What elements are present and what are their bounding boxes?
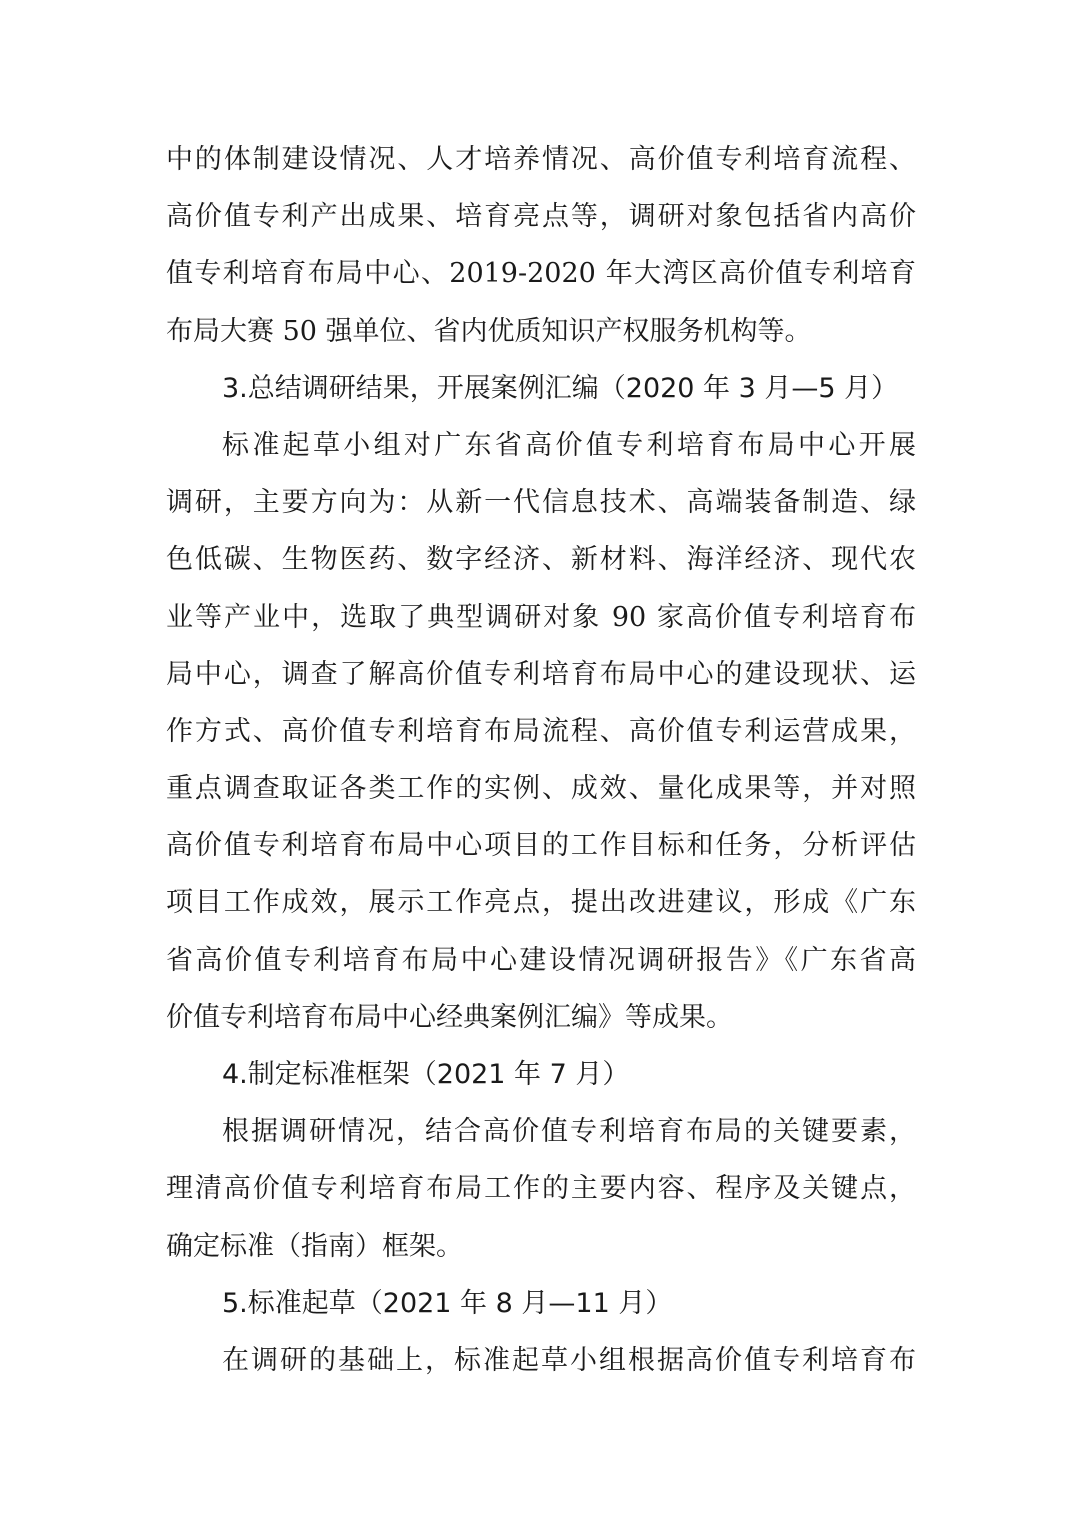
paragraph-line: 确定标准（指南）框架。	[166, 1230, 463, 1262]
paragraph-line: 调研，主要方向为：从新一代信息技术、高端装备制造、绿	[166, 487, 916, 519]
paragraph-line: 高价值专利产出成果、培育亮点等，调研对象包括省内高价	[166, 201, 916, 233]
paragraph-line: 作方式、高价值专利培育布局流程、高价值专利运营成果，	[166, 715, 916, 747]
paragraph-line: 布局大赛 50 强单位、省内优质知识产权服务机构等。	[166, 315, 812, 347]
paragraph-line: 理清高价值专利培育布局工作的主要内容、程序及关键点，	[166, 1173, 916, 1205]
section-heading: 3.总结调研结果，开展案例汇编（2020 年 3 月—5 月）	[222, 372, 899, 404]
paragraph-line: 中的体制建设情况、人才培养情况、高价值专利培育流程、	[166, 144, 916, 175]
paragraph-line: 局中心，调查了解高价值专利培育布局中心的建设现状、运	[166, 658, 916, 690]
paragraph-line: 省高价值专利培育布局中心建设情况调研报告》《广东省高	[166, 944, 916, 976]
paragraph-line: 价值专利培育布局中心经典案例汇编》等成果。	[166, 1001, 733, 1033]
paragraph-line: 根据调研情况，结合高价值专利培育布局的关键要素，	[222, 1116, 916, 1148]
section-heading: 5.标准起草（2021 年 8 月—11 月）	[222, 1287, 673, 1319]
paragraph-line: 标准起草小组对广东省高价值专利培育布局中心开展	[222, 429, 916, 461]
paragraph-line: 项目工作成效，展示工作亮点，提出改进建议，形成《广东	[166, 887, 916, 919]
paragraph-line: 业等产业中，选取了典型调研对象 90 家高价值专利培育布	[166, 601, 916, 633]
section-heading: 4.制定标准框架（2021 年 7 月）	[222, 1059, 630, 1090]
paragraph-line: 在调研的基础上，标准起草小组根据高价值专利培育布	[222, 1344, 916, 1376]
paragraph-line: 值专利培育布局中心、2019-2020 年大湾区高价值专利培育	[166, 258, 916, 290]
paragraph-line: 重点调查取证各类工作的实例、成效、量化成果等，并对照	[166, 773, 916, 805]
document-page	[166, 131, 916, 1389]
paragraph-line: 色低碳、生物医药、数字经济、新材料、海洋经济、现代农	[166, 544, 916, 576]
paragraph-line: 高价值专利培育布局中心项目的工作目标和任务，分析评估	[166, 830, 916, 862]
